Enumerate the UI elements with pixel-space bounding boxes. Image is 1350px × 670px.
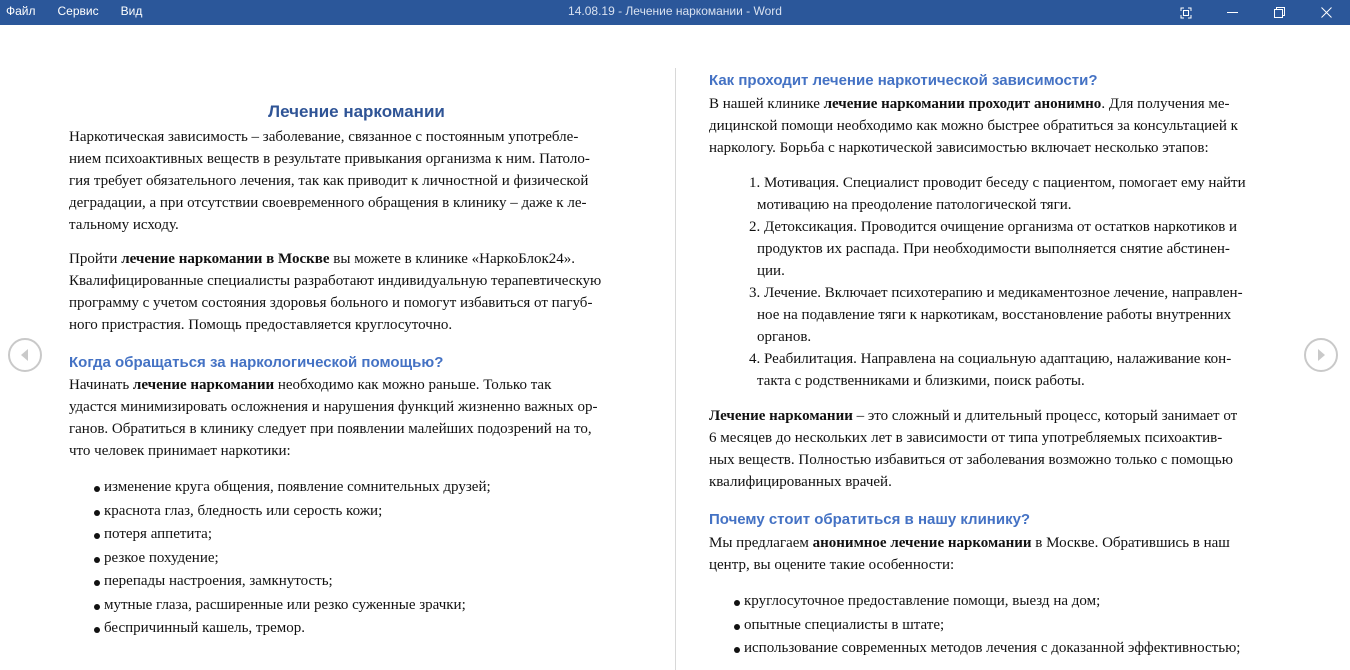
text-fragment: Мы предлагаем bbox=[709, 535, 813, 551]
text-line: Лечение. Включает психотерапию и медикаментозное лечение, направлен- bbox=[764, 285, 1243, 301]
bold-keyword: Лечение наркомании bbox=[709, 408, 853, 424]
text-line: такта с родственниками и близкими, поиск работы. bbox=[757, 373, 1085, 389]
text-fragment: Начинать bbox=[69, 377, 133, 393]
text-line: ного пристрастия. Помощь предоставляется круглосуточно. bbox=[69, 317, 453, 333]
list-item: изменение круга общения, появление сомнительных друзей; bbox=[91, 476, 644, 500]
text-line: удастся минимизировать осложнения и нарушения функций жизненно важных ор- bbox=[69, 399, 598, 415]
list-item: использование современных методов лечения с доказанной эффективностью; bbox=[731, 637, 1289, 661]
list-item: беспричинный кашель, тремор. bbox=[91, 617, 644, 641]
text-line: продуктов их распада. При необходимости выполняется снятие абстинен- bbox=[757, 241, 1230, 257]
paragraph-moscow bbox=[69, 248, 644, 336]
list-item: потеря аппетита; bbox=[91, 523, 644, 547]
step-number: 1. bbox=[749, 175, 761, 191]
text-fragment: . Для получения ме- bbox=[1101, 96, 1230, 112]
text-line: тальному исходу. bbox=[69, 217, 179, 233]
text-line: Наркотическая зависимость – заболевание, связанное с постоянным употребле- bbox=[69, 129, 579, 145]
chevron-left-icon bbox=[18, 347, 32, 363]
paragraph-process bbox=[709, 405, 1289, 493]
step-number: 3. bbox=[749, 285, 761, 301]
bold-keyword: лечение наркомании в Москве bbox=[121, 251, 330, 267]
stages-list bbox=[709, 172, 1289, 392]
bold-keyword: лечение наркомании проходит анонимно bbox=[823, 96, 1102, 112]
restore-icon bbox=[1274, 7, 1285, 18]
next-page-button[interactable] bbox=[1304, 338, 1338, 372]
window-controls bbox=[1162, 0, 1350, 25]
list-item: круглосуточное предоставление помощи, выезд на дом; bbox=[731, 590, 1289, 614]
step-number: 4. bbox=[749, 351, 761, 367]
prev-page-button[interactable] bbox=[8, 338, 42, 372]
text-line: 6 месяцев до нескольких лет в зависимости от типа употребляемых психоактив- bbox=[709, 430, 1223, 446]
text-line: ции. bbox=[757, 263, 785, 279]
text-fragment: – это сложный и длительный процесс, который занимает от bbox=[852, 408, 1238, 424]
list-item bbox=[709, 216, 1289, 282]
menu-view[interactable]: Вид bbox=[120, 4, 143, 18]
minimize-button[interactable] bbox=[1209, 0, 1256, 25]
list-item: резкое похудение; bbox=[91, 547, 644, 571]
text-line: мотивацию на преодоление патологической тяги. bbox=[757, 197, 1072, 213]
text-line: гия требует обязательного лечения, так как приводит к личностной и физической bbox=[69, 173, 589, 189]
paragraph-intro bbox=[69, 126, 644, 236]
document-title: Лечение наркомании bbox=[268, 102, 445, 121]
text-line: дицинской помощи необходимо как можно быстрее обратиться за консультацией к bbox=[709, 118, 1238, 134]
right-page bbox=[709, 69, 1289, 661]
list-item: опытные специалисты в штате; bbox=[731, 614, 1289, 638]
text-fragment: вы можете в клинике «НаркоБлок24». bbox=[329, 251, 576, 267]
close-button[interactable] bbox=[1303, 0, 1350, 25]
text-line: центр, вы оцените такие особенности: bbox=[709, 557, 955, 573]
text-line: Детоксикация. Проводится очищение организма от остатков наркотиков и bbox=[764, 219, 1238, 235]
text-fragment: Пройти bbox=[69, 251, 122, 267]
menu-tools[interactable]: Сервис bbox=[57, 4, 99, 18]
text-line: нием психоактивных веществ в результате привыкания организма к ним. Патоло- bbox=[69, 151, 590, 167]
list-item: перепады настроения, замкнутость; bbox=[91, 570, 644, 594]
list-item: краснота глаз, бледность или серость кожи; bbox=[91, 500, 644, 524]
text-line: наркологу. Борьба с наркотической зависимостью включает несколько этапов: bbox=[709, 140, 1209, 156]
text-line: что человек принимает наркотики: bbox=[69, 443, 291, 459]
text-line: ных веществ. Полностью избавиться от заболевания возможно только с помощью bbox=[709, 452, 1233, 468]
close-icon bbox=[1321, 7, 1332, 18]
text-line: квалифицированных врачей. bbox=[709, 474, 892, 490]
text-line: Мотивация. Специалист проводит беседу с пациентом, помогает ему найти bbox=[764, 175, 1246, 191]
title-bar bbox=[0, 0, 1350, 25]
fullscreen-button[interactable] bbox=[1162, 0, 1209, 25]
text-line: ное на подавление тяги к наркотикам, восстановление работы внутренних bbox=[757, 307, 1232, 323]
list-item bbox=[709, 282, 1289, 348]
bold-keyword: лечение наркомании bbox=[132, 377, 275, 393]
text-fragment: В нашей клинике bbox=[709, 96, 824, 112]
paragraph-when bbox=[69, 374, 644, 462]
minimize-icon bbox=[1227, 7, 1238, 18]
chevron-right-icon bbox=[1314, 347, 1328, 363]
features-list bbox=[731, 590, 1289, 661]
text-line: Реабилитация. Направлена на социальную адаптацию, налаживание кон- bbox=[764, 351, 1232, 367]
text-line: деградации, а при отсутствии своевременного обращения в клинику – даже к ле- bbox=[69, 195, 587, 211]
left-page bbox=[69, 100, 644, 641]
heading-when: Когда обращаться за наркологической помощью? bbox=[69, 354, 444, 371]
window-title: 14.08.19 - Лечение наркомании - Word bbox=[568, 4, 782, 18]
heading-how: Как проходит лечение наркотической зависимости? bbox=[709, 72, 1098, 89]
paragraph-why bbox=[709, 532, 1289, 576]
page-divider bbox=[675, 68, 676, 670]
bold-keyword: анонимное лечение наркомании bbox=[812, 535, 1032, 551]
heading-why: Почему стоит обратиться в нашу клинику? bbox=[709, 511, 1031, 528]
text-line: органов. bbox=[757, 329, 812, 345]
list-item bbox=[709, 348, 1289, 392]
paragraph-how bbox=[709, 93, 1289, 159]
symptom-list bbox=[91, 476, 644, 641]
step-number: 2. bbox=[749, 219, 761, 235]
text-line: программу с учетом состояния здоровья больного и помогут избавиться от пагуб- bbox=[69, 295, 593, 311]
text-fragment: в Москве. Обратившись в наш bbox=[1031, 535, 1230, 551]
text-line: ганов. Обратиться в клинику следует при появлении малейших подозрений на то, bbox=[69, 421, 592, 437]
fullscreen-icon bbox=[1180, 7, 1192, 19]
text-line: Квалифицированные специалисты разработают индивидуальную терапевтическую bbox=[69, 273, 602, 289]
restore-button[interactable] bbox=[1256, 0, 1303, 25]
menu-file[interactable]: Файл bbox=[6, 4, 36, 18]
list-item bbox=[709, 172, 1289, 216]
list-item: мутные глаза, расширенные или резко суженные зрачки; bbox=[91, 594, 644, 618]
text-fragment: необходимо как можно раньше. Только так bbox=[274, 377, 552, 393]
